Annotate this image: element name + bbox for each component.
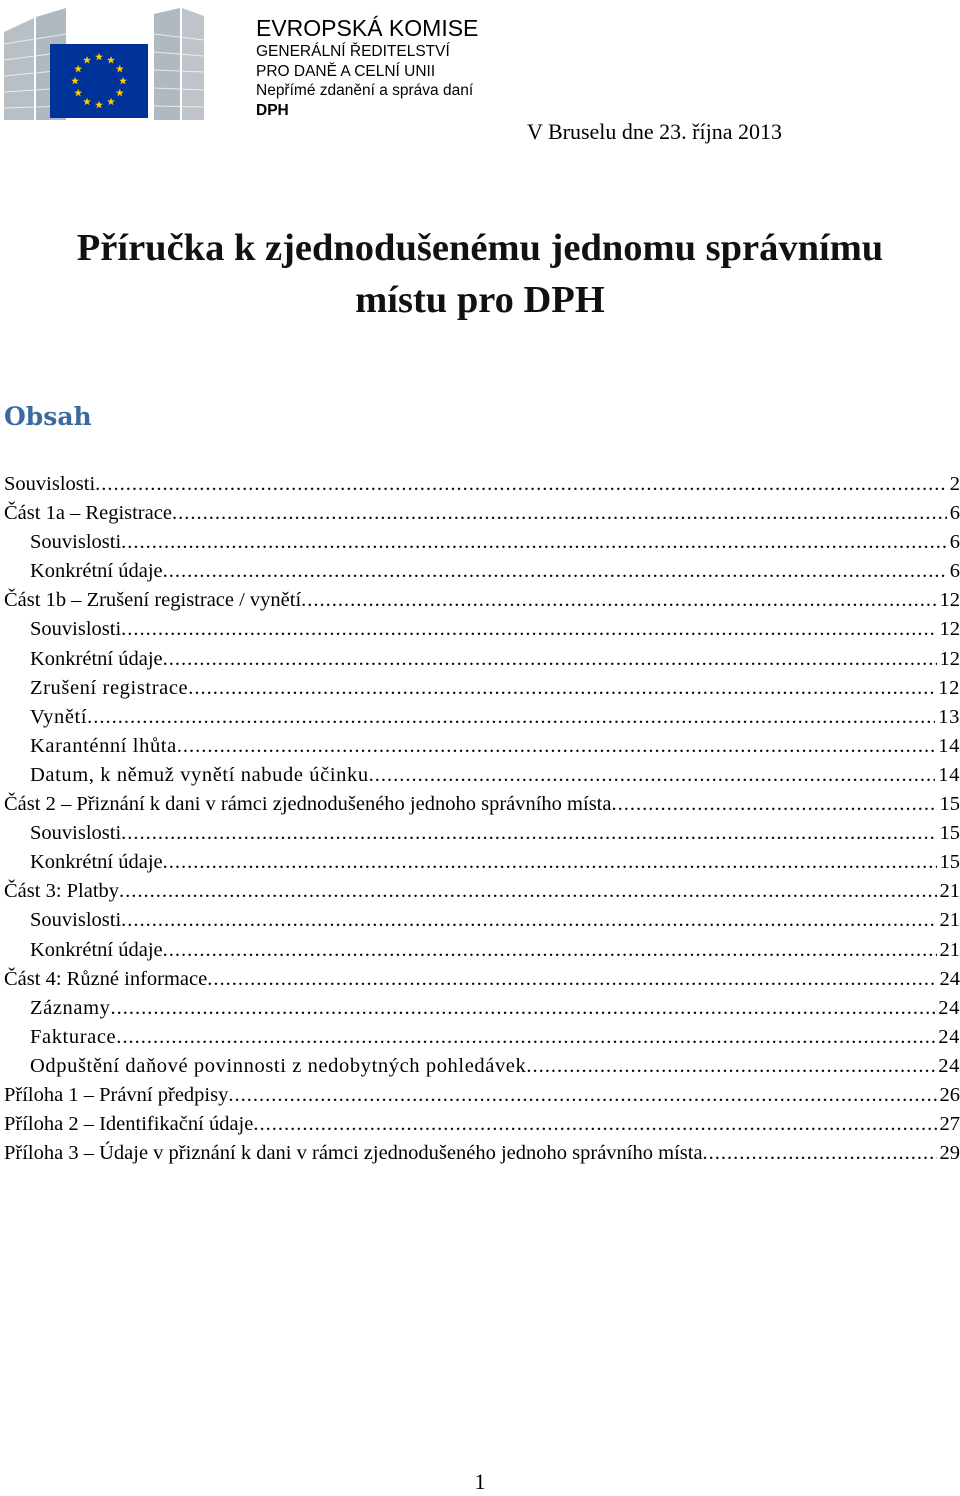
toc-entry-label: Karanténní lhůta — [30, 732, 177, 761]
toc-dot-leader — [110, 994, 935, 1023]
toc-dot-leader — [301, 586, 936, 615]
toc-entry-label: Fakturace — [30, 1023, 116, 1052]
toc-entry-label: Záznamy — [30, 994, 110, 1023]
dateline: V Bruselu dne 23. října 2013 — [527, 118, 782, 146]
eu-flag-icon — [50, 44, 148, 118]
toc-entry[interactable] — [4, 1139, 960, 1168]
toc-entry-label: Konkrétní údaje — [30, 936, 163, 965]
toc-dot-leader — [87, 703, 935, 732]
toc-entry-page: 14 — [935, 761, 960, 790]
toc-entry-label: Část 1b – Zrušení registrace / vynětí — [4, 586, 301, 615]
directorate-line-2: PRO DANĚ A CELNÍ UNII — [256, 62, 478, 82]
organization-block — [256, 14, 478, 121]
unit-name: Nepřímé zdanění a správa daní — [256, 81, 478, 101]
document-title-line-1: Příručka k zjednodušenému jednomu správnímu — [0, 222, 960, 274]
table-of-contents — [4, 470, 960, 1168]
toc-entry-page: 6 — [947, 528, 960, 557]
european-commission-logo — [4, 4, 204, 120]
organization-name: EVROPSKÁ KOMISE — [256, 14, 478, 42]
toc-entry-page: 12 — [935, 674, 960, 703]
toc-entry-page: 12 — [937, 615, 960, 644]
toc-entry[interactable] — [4, 936, 960, 965]
toc-dot-leader — [163, 557, 947, 586]
toc-entry[interactable] — [4, 994, 960, 1023]
toc-dot-leader — [95, 470, 947, 499]
toc-entry-page: 15 — [937, 848, 960, 877]
toc-entry-page: 24 — [935, 1052, 960, 1081]
toc-entry[interactable] — [4, 848, 960, 877]
toc-entry-page: 24 — [935, 994, 960, 1023]
toc-dot-leader — [177, 732, 936, 761]
page-number: 1 — [0, 1468, 960, 1496]
toc-entry[interactable] — [4, 1110, 960, 1139]
toc-dot-leader — [172, 499, 947, 528]
toc-entry-page: 15 — [937, 819, 960, 848]
toc-entry-page: 6 — [947, 499, 960, 528]
toc-entry[interactable] — [4, 528, 960, 557]
toc-dot-leader — [121, 615, 936, 644]
toc-entry[interactable] — [4, 1081, 960, 1110]
toc-entry[interactable] — [4, 1023, 960, 1052]
toc-dot-leader — [369, 761, 936, 790]
toc-entry-label: Konkrétní údaje — [30, 557, 163, 586]
toc-entry-label: Část 1a – Registrace — [4, 499, 172, 528]
toc-entry-label: Konkrétní údaje — [30, 645, 163, 674]
toc-entry-page: 12 — [937, 586, 960, 615]
toc-entry[interactable] — [4, 1052, 960, 1081]
toc-entry-label: Příloha 3 – Údaje v přiznání k dani v rámci zjednodušeného jednoho správního místa — [4, 1139, 703, 1168]
toc-entry-label: Příloha 1 – Právní předpisy — [4, 1081, 228, 1110]
toc-entry-page: 21 — [937, 877, 960, 906]
toc-entry-label: Souvislosti — [30, 819, 121, 848]
toc-entry-label: Souvislosti — [30, 528, 121, 557]
directorate-line-1: GENERÁLNÍ ŘEDITELSTVÍ — [256, 42, 478, 62]
toc-dot-leader — [253, 1110, 936, 1139]
toc-entry-page: 21 — [937, 906, 960, 935]
toc-entry[interactable] — [4, 586, 960, 615]
toc-entry-page: 24 — [937, 965, 960, 994]
toc-entry-label: Odpuštění daňové povinnosti z nedobytných pohledávek — [30, 1052, 526, 1081]
toc-entry[interactable] — [4, 790, 960, 819]
toc-entry-label: Souvislosti — [30, 615, 121, 644]
toc-entry-label: Část 2 – Přiznání k dani v rámci zjednodušeného jednoho správního místa — [4, 790, 611, 819]
toc-entry-page: 2 — [947, 470, 960, 499]
document-title-line-2: místu pro DPH — [0, 274, 960, 326]
toc-entry-page: 26 — [937, 1081, 960, 1110]
toc-dot-leader — [163, 936, 937, 965]
toc-dot-leader — [163, 848, 937, 877]
toc-entry-label: Příloha 2 – Identifikační údaje — [4, 1110, 253, 1139]
toc-entry-page: 27 — [937, 1110, 960, 1139]
toc-entry[interactable] — [4, 877, 960, 906]
toc-entry-label: Zrušení registrace — [30, 674, 188, 703]
toc-dot-leader — [526, 1052, 935, 1081]
toc-dot-leader — [703, 1139, 937, 1168]
toc-entry[interactable] — [4, 557, 960, 586]
toc-dot-leader — [121, 528, 947, 557]
toc-dot-leader — [116, 1023, 935, 1052]
toc-entry[interactable] — [4, 732, 960, 761]
toc-dot-leader — [121, 906, 936, 935]
toc-entry-page: 6 — [947, 557, 960, 586]
toc-dot-leader — [119, 877, 936, 906]
toc-entry-label: Datum, k němuž vynětí nabude účinku — [30, 761, 369, 790]
document-title — [0, 222, 960, 326]
toc-heading: Obsah — [4, 400, 92, 434]
toc-entry-label: Vynětí — [30, 703, 87, 732]
toc-entry[interactable] — [4, 499, 960, 528]
toc-entry-page: 24 — [935, 1023, 960, 1052]
toc-entry-label: Část 3: Platby — [4, 877, 119, 906]
toc-entry-page: 21 — [937, 936, 960, 965]
toc-entry[interactable] — [4, 470, 960, 499]
toc-entry[interactable] — [4, 645, 960, 674]
toc-entry-page: 13 — [935, 703, 960, 732]
toc-entry[interactable] — [4, 819, 960, 848]
toc-entry-label: Konkrétní údaje — [30, 848, 163, 877]
unit-code: DPH — [256, 101, 478, 121]
toc-dot-leader — [121, 819, 936, 848]
toc-entry-label: Část 4: Různé informace — [4, 965, 207, 994]
toc-entry[interactable] — [4, 703, 960, 732]
toc-dot-leader — [207, 965, 936, 994]
toc-entry-page: 29 — [937, 1139, 960, 1168]
toc-entry[interactable] — [4, 965, 960, 994]
toc-entry-page: 15 — [937, 790, 960, 819]
toc-dot-leader — [228, 1081, 936, 1110]
toc-entry[interactable] — [4, 906, 960, 935]
toc-entry[interactable] — [4, 761, 960, 790]
toc-dot-leader — [188, 674, 935, 703]
toc-entry-page: 14 — [935, 732, 960, 761]
toc-entry-label: Souvislosti — [30, 906, 121, 935]
toc-entry[interactable] — [4, 615, 960, 644]
toc-entry-page: 12 — [937, 645, 960, 674]
toc-entry[interactable] — [4, 674, 960, 703]
toc-dot-leader — [163, 645, 937, 674]
toc-entry-label: Souvislosti — [4, 470, 95, 499]
toc-dot-leader — [611, 790, 936, 819]
